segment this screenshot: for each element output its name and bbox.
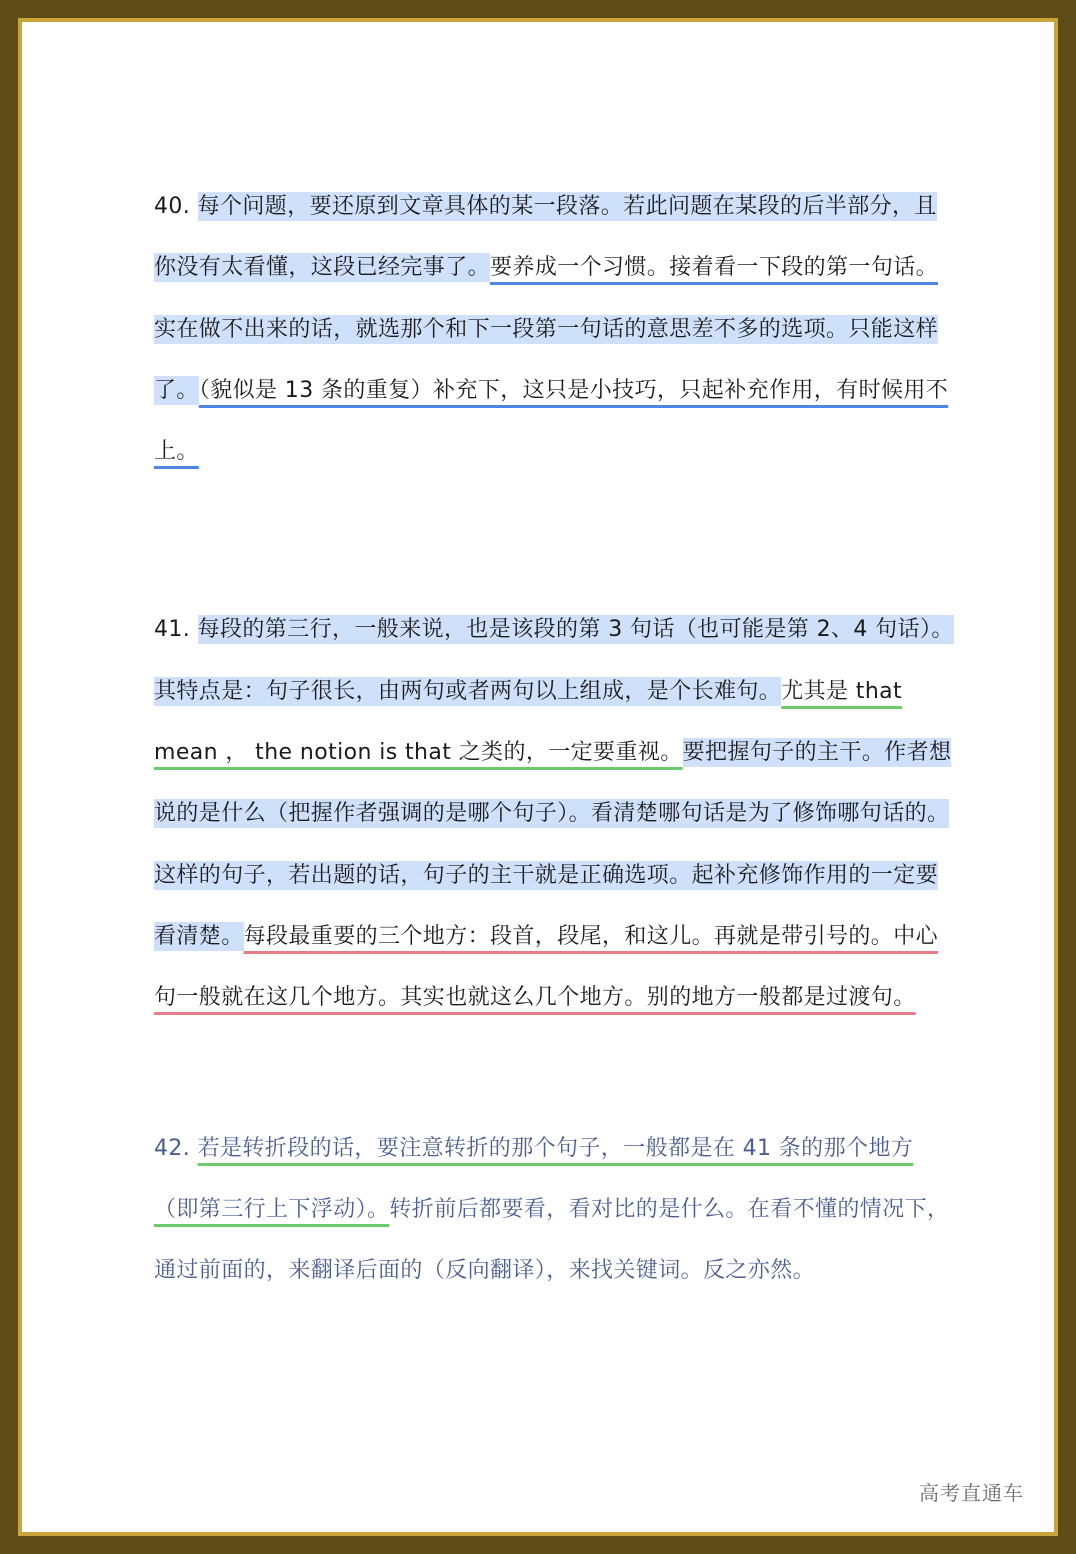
note-highlighted-text: 要把握句子的主干。作者想说的是什么（把握作者强调的是哪个句子）。看清楚哪句话是为了修饰哪句话的。这样的句子，若出题的话，句子的主干就是正确选项。起补充修饰作用的一定要看清楚。 <box>154 740 952 949</box>
item-number: 42. <box>154 1135 198 1161</box>
item-number: 40. <box>154 194 198 219</box>
watermark: 高考直通车 <box>919 1481 1024 1505</box>
note-underlined-text: 每段最重要的三个地方：段首，段尾，和这儿。再就是带引号的。中心句一般就在这几个地方。其实也就这么几个地方。别的地方一般都是过渡句。 <box>154 923 939 1011</box>
note-item-40 <box>154 176 954 482</box>
item-number: 41. <box>154 617 198 643</box>
note-underlined-text: 若是转折段的话，要注意转折的那个句子，一般都是在 41 条的那个地方（即第三行上下浮动）。 <box>154 1135 914 1222</box>
notes-content <box>154 176 954 1301</box>
page-sheet <box>18 18 1058 1536</box>
note-highlighted-text: 实在做不出来的话，就选那个和下一段第一句话的意思差不多的选项。只能这样了。 <box>154 316 939 403</box>
note-underlined-text: 要养成一个习惯。接着看一下段的第一句话。 <box>490 255 939 281</box>
note-item-41 <box>154 599 954 1028</box>
note-underlined-text: （貌似是 13 条的重复）补充下，这只是小技巧，只起补充作用，有时候用不上。 <box>154 377 949 465</box>
note-plain-text: 转折前后都要看，看对比的是什么。在看不懂的情况下，通过前面的，来翻译后面的（反向翻译），来找关键词。反之亦然。 <box>154 1196 950 1284</box>
note-underlined-text: 尤其是 that mean ， the notion is that 之类的，一定要重视。 <box>154 678 903 766</box>
note-highlighted-text: 每个问题，要还原到文章具体的某一段落。若此问题在某段的后半部分，且你没有太看懂，这段已经完事了。 <box>154 194 937 281</box>
note-highlighted-text: 每段的第三行，一般来说，也是该段的第 3 句话（也可能是第 2、4 句话）。其特点是：句子很长，由两句或者两句以上组成，是个长难句。 <box>154 617 954 704</box>
note-item-42 <box>154 1118 954 1302</box>
